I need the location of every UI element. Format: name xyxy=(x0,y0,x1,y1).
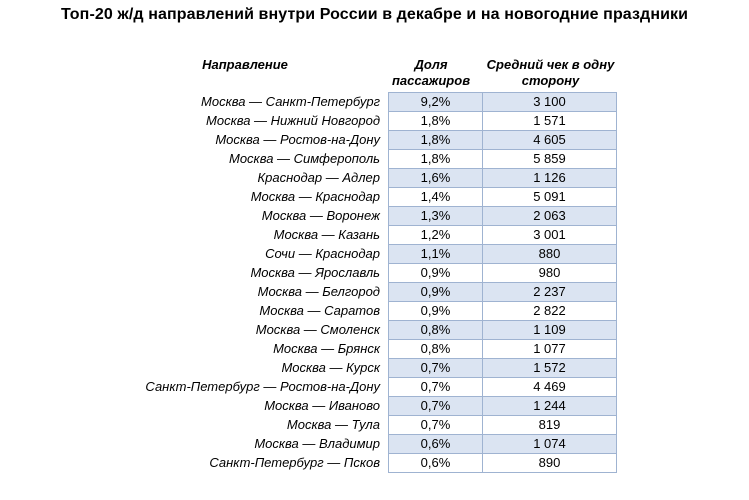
table-row xyxy=(90,131,617,150)
average-check-cell: 2 822 xyxy=(483,302,617,321)
route-name-cell: Санкт-Петербург — Псков xyxy=(209,455,380,470)
passenger-share-cell: 0,7% xyxy=(389,378,483,397)
table-row xyxy=(90,188,617,207)
average-check-cell: 1 109 xyxy=(483,321,617,340)
route-name-cell: Москва — Брянск xyxy=(273,341,380,356)
average-check-cell: 1 074 xyxy=(483,435,617,454)
average-check-cell: 1 244 xyxy=(483,397,617,416)
route-name-cell: Москва — Симферополь xyxy=(229,151,380,166)
table-row xyxy=(90,321,617,340)
average-check-cell: 890 xyxy=(483,454,617,473)
route-name-cell: Москва — Белгород xyxy=(257,284,380,299)
table-row xyxy=(90,226,617,245)
average-check-cell: 5 859 xyxy=(483,150,617,169)
route-name-cell: Москва — Смоленск xyxy=(255,322,380,337)
table-row xyxy=(90,416,617,435)
average-check-cell: 1 126 xyxy=(483,169,617,188)
header-average-check: Средний чек в одну сторону xyxy=(486,57,615,88)
average-check-cell: 2 237 xyxy=(483,283,617,302)
route-name-cell: Москва — Владимир xyxy=(254,436,380,451)
passenger-share-cell: 0,6% xyxy=(389,454,483,473)
passenger-share-cell: 0,7% xyxy=(389,397,483,416)
route-name-cell: Москва — Краснодар xyxy=(250,189,380,204)
table-row xyxy=(90,169,617,188)
table-row xyxy=(90,340,617,359)
route-name-cell: Москва — Санкт-Петербург xyxy=(201,94,380,109)
average-check-cell: 1 571 xyxy=(483,112,617,131)
table-row xyxy=(90,283,617,302)
table-row xyxy=(90,150,617,169)
passenger-share-cell: 1,8% xyxy=(389,112,483,131)
header-direction: Направление xyxy=(202,57,288,72)
route-name-cell: Москва — Тула xyxy=(286,417,380,432)
passenger-share-cell: 0,8% xyxy=(389,321,483,340)
average-check-cell: 5 091 xyxy=(483,188,617,207)
route-name-cell: Москва — Иваново xyxy=(264,398,380,413)
passenger-share-cell: 0,9% xyxy=(389,283,483,302)
passenger-share-cell: 1,2% xyxy=(389,226,483,245)
passenger-share-cell: 1,6% xyxy=(389,169,483,188)
average-check-cell: 2 063 xyxy=(483,207,617,226)
average-check-cell: 4 605 xyxy=(483,131,617,150)
average-check-cell: 3 001 xyxy=(483,226,617,245)
table-row xyxy=(90,112,617,131)
passenger-share-cell: 0,7% xyxy=(389,416,483,435)
page-title: Топ-20 ж/д направлений внутри России в декабре и на новогодние праздники xyxy=(60,6,689,23)
passenger-share-cell: 1,8% xyxy=(389,150,483,169)
average-check-cell: 4 469 xyxy=(483,378,617,397)
route-name-cell: Москва — Казань xyxy=(273,227,380,242)
average-check-cell: 980 xyxy=(483,264,617,283)
average-check-cell: 819 xyxy=(483,416,617,435)
passenger-share-cell: 0,9% xyxy=(389,264,483,283)
route-name-cell: Москва — Ярославль xyxy=(250,265,380,280)
table-row xyxy=(90,397,617,416)
passenger-share-cell: 0,6% xyxy=(389,435,483,454)
passenger-share-cell: 1,3% xyxy=(389,207,483,226)
route-name-cell: Москва — Воронеж xyxy=(261,208,380,223)
passenger-share-cell: 0,8% xyxy=(389,340,483,359)
passenger-share-cell: 0,7% xyxy=(389,359,483,378)
passenger-share-cell: 0,9% xyxy=(389,302,483,321)
table-row xyxy=(90,93,617,112)
route-name-cell: Москва — Нижний Новгород xyxy=(206,113,380,128)
header-passenger-share: Доля пассажиров xyxy=(391,57,471,88)
average-check-cell: 1 572 xyxy=(483,359,617,378)
passenger-share-cell: 9,2% xyxy=(389,93,483,112)
average-check-cell: 3 100 xyxy=(483,93,617,112)
passenger-share-cell: 1,8% xyxy=(389,131,483,150)
passenger-share-cell: 1,1% xyxy=(389,245,483,264)
route-name-cell: Москва — Курск xyxy=(281,360,380,375)
table-row xyxy=(90,454,617,473)
table-row xyxy=(90,264,617,283)
routes-table xyxy=(90,92,617,473)
route-name-cell: Сочи — Краснодар xyxy=(265,246,380,261)
route-name-cell: Краснодар — Адлер xyxy=(257,170,380,185)
average-check-cell: 1 077 xyxy=(483,340,617,359)
table-row xyxy=(90,378,617,397)
passenger-share-cell: 1,4% xyxy=(389,188,483,207)
routes-table-body xyxy=(90,93,617,473)
table-row xyxy=(90,207,617,226)
table-row xyxy=(90,359,617,378)
average-check-cell: 880 xyxy=(483,245,617,264)
route-name-cell: Москва — Ростов-на-Дону xyxy=(215,132,380,147)
route-name-cell: Санкт-Петербург — Ростов-на-Дону xyxy=(145,379,380,394)
table-row xyxy=(90,435,617,454)
table-row xyxy=(90,302,617,321)
table-row xyxy=(90,245,617,264)
route-name-cell: Москва — Саратов xyxy=(259,303,380,318)
